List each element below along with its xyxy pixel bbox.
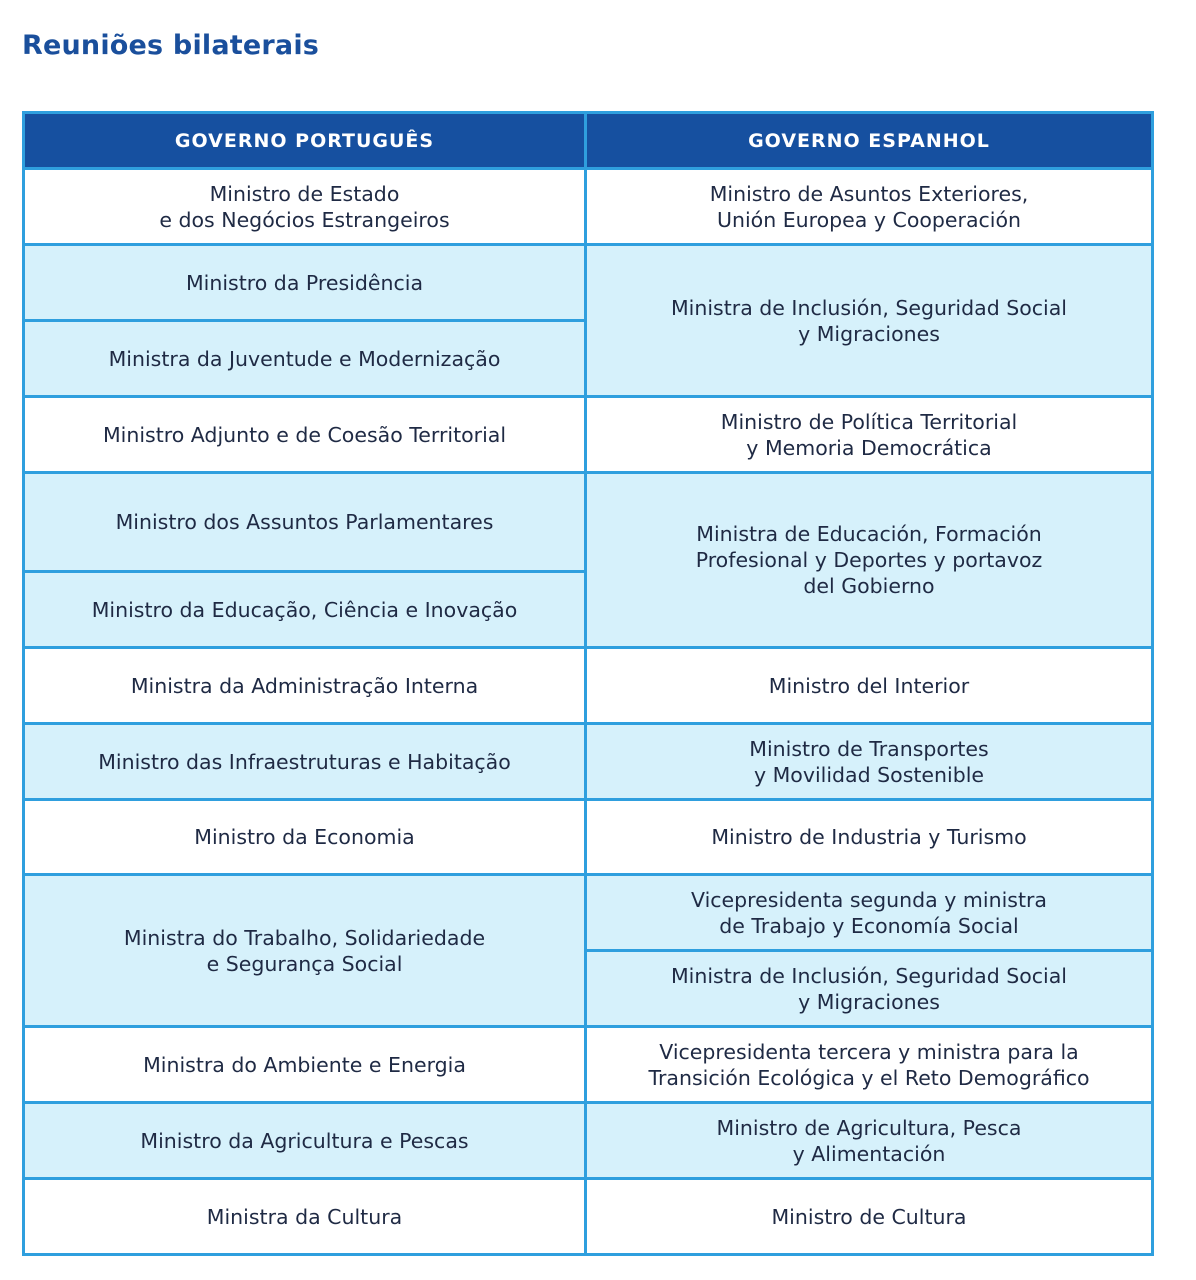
table-row — [24, 473, 1153, 572]
header-spanish-government: GOVERNO ESPANHOL — [586, 113, 1153, 169]
bilateral-meetings-table — [22, 111, 1154, 1256]
es-minister-cell: Ministra de Inclusión, Seguridad Social y Migraciones — [586, 951, 1153, 1027]
pt-minister-cell: Ministra da Cultura — [24, 1179, 586, 1255]
es-minister-cell: Ministra de Educación, Formación Profesional y Deportes y portavoz del Gobierno — [586, 473, 1153, 648]
es-minister-cell: Vicepresidenta tercera y ministra para la Transición Ecológica y el Reto Demográfico — [586, 1027, 1153, 1103]
page-title: Reuniões bilaterais — [22, 30, 320, 61]
table-row — [24, 245, 1153, 321]
es-minister-cell: Ministro de Política Territorial y Memoria Democrática — [586, 397, 1153, 473]
es-minister-cell: Vicepresidenta segunda y ministra de Trabajo y Economía Social — [586, 875, 1153, 951]
table-row — [24, 648, 1153, 724]
header-portuguese-government: GOVERNO PORTUGUÊS — [24, 113, 586, 169]
es-minister-cell: Ministro del Interior — [586, 648, 1153, 724]
es-minister-cell: Ministro de Asuntos Exteriores, Unión Europea y Cooperación — [586, 169, 1153, 245]
pt-minister-cell: Ministro da Presidência — [24, 245, 586, 321]
pt-minister-cell: Ministro de Estado e dos Negócios Estrangeiros — [24, 169, 586, 245]
table-row — [24, 1027, 1153, 1103]
es-minister-cell: Ministro de Industria y Turismo — [586, 800, 1153, 875]
es-minister-cell: Ministro de Agricultura, Pesca y Alimentación — [586, 1103, 1153, 1179]
pt-minister-cell: Ministro das Infraestruturas e Habitação — [24, 724, 586, 800]
es-minister-cell: Ministra de Inclusión, Seguridad Social y Migraciones — [586, 245, 1153, 397]
pt-minister-cell: Ministra do Trabalho, Solidariedade e Segurança Social — [24, 875, 586, 1027]
es-minister-cell: Ministro de Cultura — [586, 1179, 1153, 1255]
table-row — [24, 724, 1153, 800]
pt-minister-cell: Ministra do Ambiente e Energia — [24, 1027, 586, 1103]
table-row — [24, 800, 1153, 875]
pt-minister-cell: Ministra da Juventude e Modernização — [24, 321, 586, 397]
table-row — [24, 875, 1153, 951]
pt-minister-cell: Ministro dos Assuntos Parlamentares — [24, 473, 586, 572]
table-header-row — [24, 113, 1153, 169]
pt-minister-cell: Ministro da Educação, Ciência e Inovação — [24, 572, 586, 648]
pt-minister-cell: Ministro da Economia — [24, 800, 586, 875]
table-row — [24, 1103, 1153, 1179]
pt-minister-cell: Ministro Adjunto e de Coesão Territorial — [24, 397, 586, 473]
pt-minister-cell: Ministra da Administração Interna — [24, 648, 586, 724]
table-row — [24, 1179, 1153, 1255]
es-minister-cell: Ministro de Transportes y Movilidad Sostenible — [586, 724, 1153, 800]
table-row — [24, 397, 1153, 473]
table-row — [24, 169, 1153, 245]
pt-minister-cell: Ministro da Agricultura e Pescas — [24, 1103, 586, 1179]
